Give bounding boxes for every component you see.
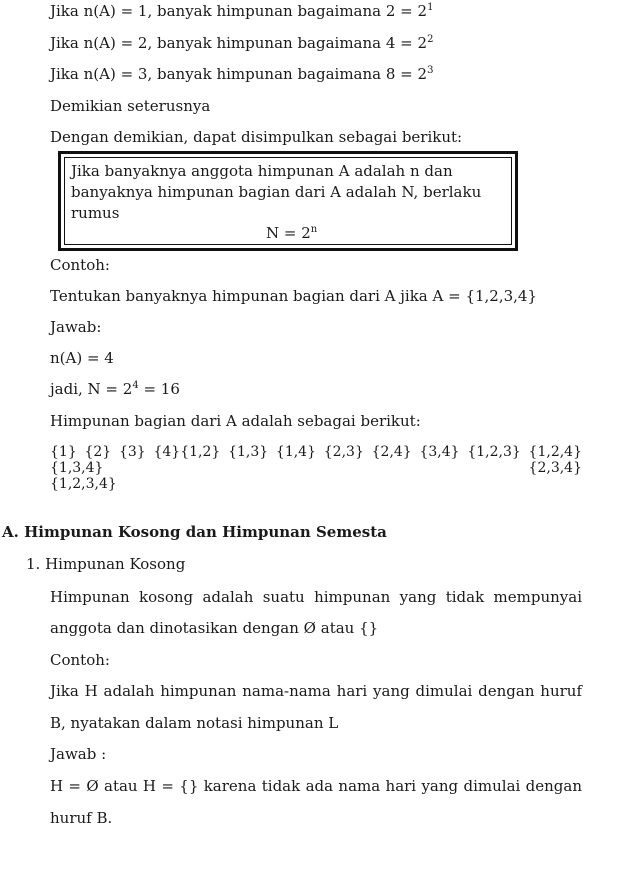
subsets-list-line-2: {1,2,3,4} bbox=[50, 476, 117, 492]
section-answer-line-2: huruf B. bbox=[50, 809, 113, 827]
section-example-line-2: B, nyatakan dalam notasi himpunan L bbox=[50, 714, 339, 732]
intro-line-5: Dengan demikian, dapat disimpulkan sebagai berikut: bbox=[50, 128, 463, 146]
rule-line-3: rumus bbox=[71, 204, 120, 222]
section-heading: A. Himpunan Kosong dan Himpunan Semesta bbox=[2, 523, 387, 541]
subsection-item-label: 1. Himpunan Kosong bbox=[26, 555, 186, 573]
intro-line-3-text: Jika n(A) = 3, banyak himpunan bagaimana 8 = 2 bbox=[50, 65, 428, 83]
intro-line-1-text: Jika n(A) = 1, banyak himpunan bagaimana 2 = 2 bbox=[50, 2, 428, 20]
rule-line-2: banyaknya himpunan bagian dari A adalah N, berlaku bbox=[71, 183, 482, 201]
example-step-2-text: jadi, N = 2 bbox=[50, 380, 133, 398]
rule-formula-exponent: n bbox=[310, 224, 318, 235]
example-step-2-exponent: 4 bbox=[132, 380, 139, 391]
example-step-1: n(A) = 4 bbox=[50, 349, 114, 367]
section-answer-label: Jawab : bbox=[50, 745, 107, 763]
intro-line-1-exponent: 1 bbox=[427, 2, 434, 13]
intro-line-2-text: Jika n(A) = 2, banyak himpunan bagaimana 4 = 2 bbox=[50, 34, 428, 52]
intro-line-4: Demikian seterusnya bbox=[50, 97, 211, 115]
subsets-intro: Himpunan bagian dari A adalah sebagai berikut: bbox=[50, 412, 421, 430]
definition-line-1: Himpunan kosong adalah suatu himpunan yang tidak mempunyai bbox=[50, 588, 582, 606]
intro-line-3-exponent: 3 bbox=[427, 65, 434, 76]
rule-formula bbox=[266, 224, 317, 242]
definition-line-2: anggota dan dinotasikan dengan Ø atau {} bbox=[50, 619, 379, 637]
intro-line-1 bbox=[50, 2, 433, 20]
intro-line-2 bbox=[50, 34, 433, 52]
example-step-2 bbox=[50, 380, 180, 398]
example-question: Tentukan banyaknya himpunan bagian dari A jika A = {1,2,3,4} bbox=[50, 287, 538, 305]
subsets-list-line-1: {1} {2} {3} {4}{1,2} {1,3} {1,4} {2,3} {2,4} {3,4} {1,2,3} {1,2,4} {1,3,4} {2,3,4} bbox=[50, 444, 582, 476]
section-example-line-1: Jika H adalah himpunan nama-nama hari yang dimulai dengan huruf bbox=[50, 682, 582, 700]
example-label: Contoh: bbox=[50, 256, 110, 274]
example-step-2-result: = 16 bbox=[138, 380, 180, 398]
section-example-label: Contoh: bbox=[50, 651, 110, 669]
intro-line-2-exponent: 2 bbox=[427, 34, 434, 45]
section-answer-line-1: H = Ø atau H = {} karena tidak ada nama hari yang dimulai dengan bbox=[50, 777, 582, 795]
rule-line-1: Jika banyaknya anggota himpunan A adalah n dan bbox=[71, 162, 453, 180]
rule-formula-text: N = 2 bbox=[266, 224, 311, 242]
intro-line-3 bbox=[50, 65, 433, 83]
example-answer-label: Jawab: bbox=[50, 318, 102, 336]
